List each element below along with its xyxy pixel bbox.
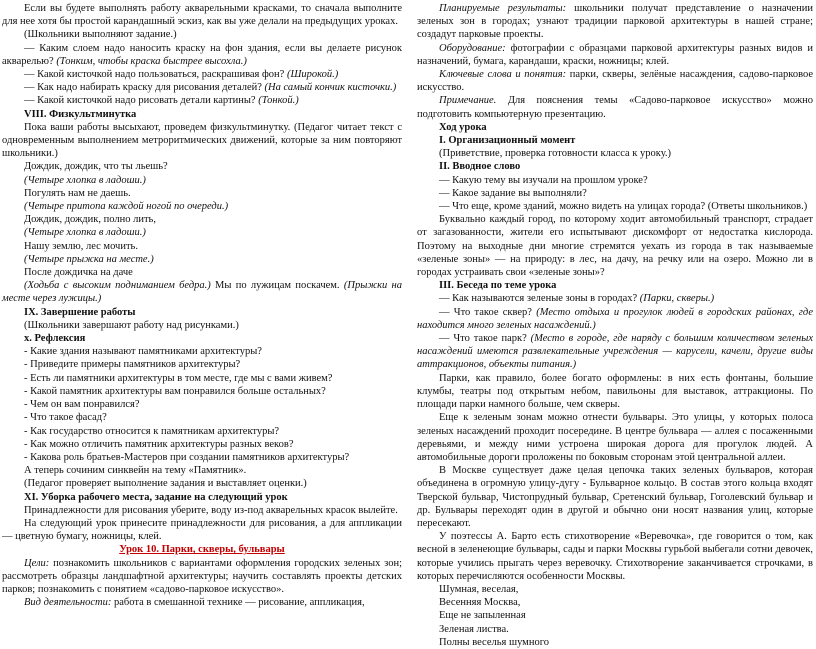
section-heading: II. Вводное слово	[439, 161, 521, 173]
answer-text: (Место в городе, где наряду с большим количеством зеленых насаждений имеются развлекательные учреждения — карусели, качели, другие виды аттракционов, объекты питания.)	[417, 333, 813, 371]
rhyme-line: Погулять нам не даешь.	[24, 187, 131, 199]
paragraph: (Школьники завершают работу над рисунками.)	[24, 319, 239, 331]
paragraph: (Приветствие, проверка готовности класса к уроку.)	[439, 148, 672, 160]
paragraph: Еще к зеленым зонам можно отнести бульвары. Это улицы, у которых полоса зеленых насаждений проходит посередине. В центре бульвара — аллея с посаженными деревьями, и между ними устроена широкая дорога для прогулок людей. А автомобильные дороги проложены по боковым сторонам этой центральной аллеи.	[417, 412, 813, 463]
rhyme-line: (Четыре хлопка в ладоши.)	[24, 227, 146, 239]
section-heading: IX. Завершение работы	[24, 306, 136, 318]
planned-text: школьники получат представление о назначении зеленых зон в городах; узнают традиции парковой архитектуры в нашей стране; создадут парковые проекты.	[417, 3, 813, 41]
equipment	[417, 42, 813, 68]
right-column	[417, 2, 813, 649]
list-item: - Что такое фасад?	[24, 412, 107, 424]
poem-line: Шумная, веселая,	[439, 583, 519, 595]
rhyme-line: (Четыре хлопка в ладоши.)	[24, 174, 146, 186]
rhyme-stage: (Прыжки на месте через лужицы.)	[2, 280, 403, 305]
activity-label: Вид деятельности:	[24, 597, 112, 609]
question-text: — Как называются зеленые зоны в городах?	[439, 293, 638, 305]
paragraph: Парки, как правило, более богато оформлены: в них есть фонтаны, большие клумбы, театры под открытым небом, павильоны для выставок, аттракционы. По площади парки намного больше, чем скверы.	[417, 372, 813, 411]
activity-text: работа в смешанной технике — рисование, аппликация,	[111, 597, 365, 609]
paragraph: А теперь сочиним синквейн на тему «Памятник».	[24, 465, 247, 477]
equipment-label: Оборудование:	[439, 42, 506, 54]
lesson-title: Урок 10. Парки, скверы, бульвары	[119, 544, 285, 556]
note-text: Для пояснения темы «Садово-парковое искусство» можно подготовить компьютерную презентацию.	[417, 95, 813, 120]
rhyme-line: Дождик, дождик, что ты льешь?	[24, 161, 168, 173]
question-text: — Каким слоем надо наносить краску на фон здания, если вы делаете рисунок акварелью?	[2, 42, 402, 67]
answer-text: (На самый кончик кисточки.)	[264, 82, 397, 94]
keywords-label: Ключевые слова и понятия:	[439, 69, 567, 81]
goals-label: Цели:	[24, 557, 50, 569]
rhyme-line	[2, 279, 402, 305]
keywords-text: парки, скверы, зелёные насаждения, садово-парковое искусство.	[417, 69, 813, 94]
list-item: - Какие здания называют памятниками архитектуры?	[24, 346, 262, 358]
question: — Какое задание вы выполняли?	[439, 187, 587, 199]
equipment-text: фотографии с образцами парковой архитектуры разных видов и назначений, бумага, карандаши, краски, ножницы; клей.	[417, 42, 813, 67]
answer-text: (Место отдыха и прогулок людей в городских районах, где находится много зеленых насаждений.)	[417, 306, 814, 331]
rhyme-line: После дождичка на даче	[24, 267, 133, 279]
question	[2, 94, 402, 107]
paragraph: На следующий урок принесите принадлежности для рисования, а для аппликации — цветную бумагу, ножницы, клей.	[2, 517, 402, 543]
question-text: — Как надо набирать краску для рисования деталей?	[24, 82, 262, 94]
activity	[2, 596, 402, 609]
paragraph: Если вы будете выполнять работу акварельными красками, то сначала выполните для нее хотя бы простой карандашный эскиз, как вы уже делали на предыдущих уроках.	[2, 3, 402, 28]
poem-line: Зеленая листва.	[439, 623, 509, 635]
poem	[417, 583, 813, 649]
section-heading: I. Организационный момент	[439, 135, 576, 147]
list-item: - Есть ли памятники архитектуры в том месте, где мы с вами живем?	[24, 372, 333, 384]
poem-line: Полны веселья шумного	[439, 636, 549, 648]
question: — Какую тему вы изучали на прошлом уроке?	[439, 174, 648, 186]
list-item: - Как можно отличить памятник архитектуры разных веков?	[24, 438, 294, 450]
rhyme-line: (Четыре прыжка на месте.)	[24, 253, 154, 265]
paragraph: У поэтессы А. Барто есть стихотворение «Веревочка», где говорится о том, как весной в зеленеющие бульвары, сады и парки Москвы гурьбой выбегали сотни девочек, которые учились прыгать через веревочку. Стихотворение заканчивается строчками, в которых перечисляются особенности Москвы.	[417, 531, 813, 582]
question-text: — Какой кисточкой надо рисовать детали картины?	[24, 95, 256, 107]
list-item: - Какова роль братьев-Мастеров при создании памятников архитектуры?	[24, 451, 350, 463]
rhyme-line: Дождик, дождик, полно лить,	[24, 214, 156, 226]
question-text: — Что такое парк?	[439, 333, 527, 345]
note-label: Примечание.	[439, 95, 497, 107]
paragraph: Принадлежности для рисования уберите, воду из-под акварельных красок вылейте.	[24, 504, 398, 516]
left-column	[2, 2, 402, 609]
rhyme-text: Мы по лужицам поскачем.	[210, 280, 344, 292]
reflection-list	[2, 345, 402, 464]
planned-label: Планируемые результаты:	[439, 3, 567, 14]
section-heading: Ход урока	[439, 121, 487, 133]
section-heading: III. Беседа по теме урока	[439, 280, 557, 292]
question-text: — Какой кисточкой надо пользоваться, раскрашивая фон?	[24, 69, 285, 81]
section-heading: VIII. Физкультминутка	[24, 108, 137, 120]
question	[2, 42, 402, 68]
question	[2, 68, 402, 81]
note	[417, 94, 813, 120]
section-heading: x. Рефлексия	[24, 333, 86, 345]
goals	[2, 557, 402, 597]
list-item: - Приведите примеры памятников архитектуры?	[24, 359, 241, 371]
answer-text: (Тонкой.)	[258, 95, 299, 107]
answer-text: (Парки, скверы.)	[637, 293, 715, 305]
goals-text: познакомить школьников с вариантами оформления городских зеленых зон; рассмотреть образцы ландшафтной архитектуры; научить составлять проекты детских парков; познакомить с понятием «садово-парковое искусство».	[2, 557, 402, 595]
poem-line: Весенняя Москва,	[439, 597, 521, 609]
question: — Что еще, кроме зданий, можно видеть на улицах города? (Ответы школьников.)	[439, 201, 808, 213]
poem-line: Еще не запыленная	[439, 610, 526, 622]
answer-text: (Тонким, чтобы краска быстрее высохла.)	[56, 55, 247, 67]
planned-results	[417, 2, 813, 42]
question	[417, 292, 813, 305]
list-item: - Как государство относится к памятникам архитектуры?	[24, 425, 280, 437]
list-item: - Чем он вам понравился?	[24, 399, 140, 411]
paragraph: Буквально каждый город, по которому ходит автомобильный транспорт, страдает от загазованности, жители его испытывают дискомфорт от недостатка кислорода. Поэтому на выходные дни многие стремятся уехать из города в так называемые «зеленые зоны» — на природу: в лес, на дачу, на речку или на озеро. Можно ли в городах устраивать свои «зеленые зоны»?	[417, 214, 813, 279]
answer-text: (Широкой.)	[286, 69, 339, 81]
rhyme-line: (Четыре притопа каждой ногой по очереди.)	[24, 201, 229, 213]
question	[2, 81, 402, 94]
paragraph: Пока ваши работы высыхают, проведем физкультминутку. (Педагог читает текст с одновременным выполнением метроритмических движений, которые за ним повторяют школьники.)	[2, 121, 402, 160]
paragraph: В Москве существует даже целая цепочка таких зеленых бульваров, которая объединена в огромную улицу-дугу - Бульварное кольцо. В состав этого кольца входят Тверской бульвар, Чистопрудный бульвар, Сретенский бульвар, Гоголевский бульвар и др. Бульвары переходят один в другой и обычно они носят названия улиц, которые пересекают.	[417, 465, 813, 529]
question	[417, 332, 813, 372]
question-text: — Что такое сквер?	[439, 306, 532, 318]
rhyme-line: Нашу землю, лес мочить.	[24, 240, 138, 252]
rhyme-stage: (Ходьба с высоким подниманием бедра.)	[24, 280, 211, 292]
paragraph: (Педагог проверяет выполнение задания и выставляет оценки.)	[24, 478, 307, 490]
section-heading: XI. Уборка рабочего места, задание на следующий урок	[24, 491, 288, 503]
paragraph: (Школьники выполняют задание.)	[24, 29, 177, 41]
keywords	[417, 68, 813, 94]
list-item: - Какой памятник архитектуры вам понравился больше остальных?	[24, 385, 326, 397]
question	[417, 306, 813, 332]
